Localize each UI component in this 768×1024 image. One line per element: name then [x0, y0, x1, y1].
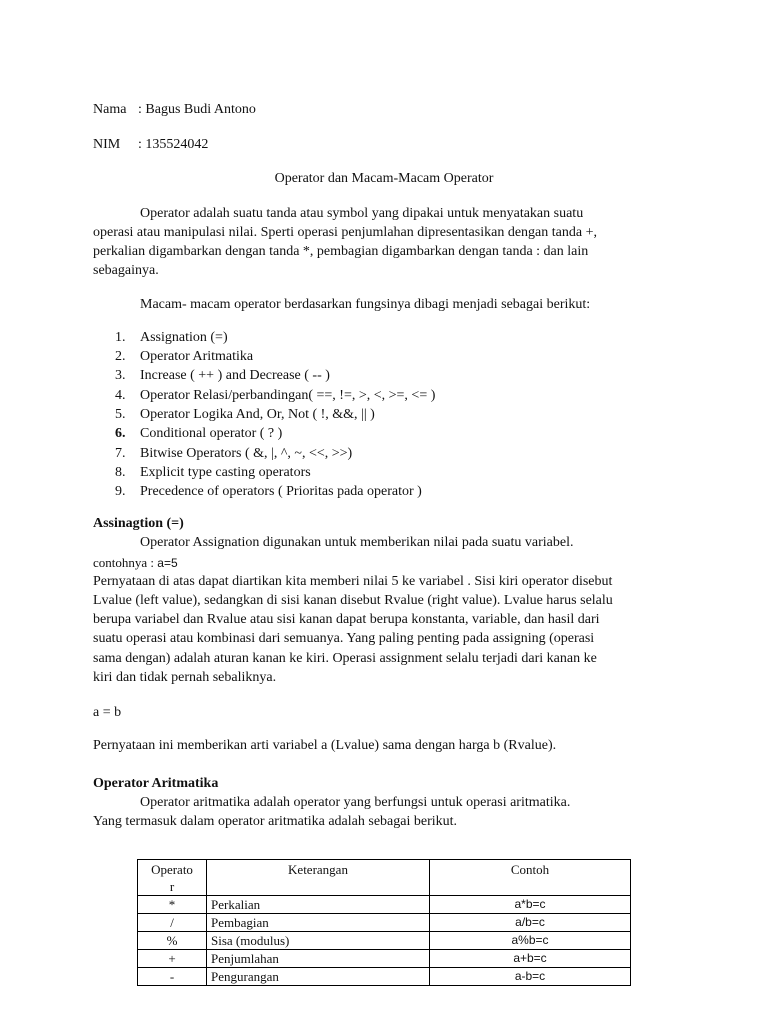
operator-description: Penjumlahan — [207, 950, 430, 968]
intro-line: perkalian digambarkan dengan tanda *, pembagian digambarkan dengan tanda : dan lain — [93, 244, 589, 259]
list-item-number: 2. — [115, 349, 126, 364]
list-item-number: 9. — [115, 484, 126, 499]
table-header-row — [138, 860, 631, 896]
assignation-heading: Assinagtion (=) — [93, 516, 184, 531]
operator-description: Pembagian — [207, 914, 430, 932]
list-item: Explicit type casting operators — [140, 465, 311, 480]
intro-line: Operator adalah suatu tanda atau symbol yang dipakai untuk menyatakan suatu — [140, 206, 584, 221]
list-item-number: 7. — [115, 446, 126, 461]
table-row — [138, 932, 631, 950]
operator-symbol: * — [138, 896, 207, 914]
intro-line: sebagainya. — [93, 263, 159, 278]
list-item-number: 4. — [115, 388, 126, 403]
operator-example: a-b=c — [430, 968, 631, 986]
nim-value: : 135524042 — [138, 137, 209, 152]
list-item-number: 1. — [115, 330, 126, 345]
list-item: Bitwise Operators ( &, |, ^, ~, <<, >>) — [140, 446, 353, 461]
assignation-description: Operator Assignation digunakan untuk memberikan nilai pada suatu variabel. — [140, 535, 574, 550]
table-row — [138, 896, 631, 914]
list-item: Increase ( ++ ) and Decrease ( -- ) — [140, 368, 330, 383]
nim-label: NIM — [93, 137, 121, 152]
column-header-keterangan: Keterangan — [207, 860, 430, 896]
operator-symbol: / — [138, 914, 207, 932]
list-item-number: 3. — [115, 368, 126, 383]
intro-line: operasi atau manipulasi nilai. Sperti operasi penjumlahan dipresentasikan dengan tanda +, — [93, 225, 597, 240]
list-item: Assignation (=) — [140, 330, 228, 345]
paragraph-line: suatu operasi atau kombinasi dari semuanya. Yang paling penting pada assigning (operasi — [93, 631, 595, 646]
paragraph-line: kiri dan tidak pernah sebaliknya. — [93, 670, 277, 685]
nama-value: : Bagus Budi Antono — [138, 102, 256, 117]
aritmatika-description-2: Yang termasuk dalam operator aritmatika adalah sebagai berikut. — [93, 814, 458, 829]
list-intro: Macam- macam operator berdasarkan fungsinya dibagi menjadi sebagai berikut: — [140, 297, 591, 312]
list-item: Operator Logika And, Or, Not ( !, &&, || ) — [140, 407, 375, 422]
paragraph-line: Lvalue (left value), sedangkan di sisi kanan disebut Rvalue (right value). Lvalue harus selalu — [93, 593, 613, 608]
paragraph-line: berupa variabel dan Rvalue atau sisi kanan dapat berupa konstanta, variable, dan hasil dari — [93, 612, 600, 627]
list-item: Precedence of operators ( Prioritas pada operator ) — [140, 484, 422, 499]
code-explanation: Pernyataan ini memberikan arti variabel a (Lvalue) sama dengan harga b (Rvalue). — [93, 738, 557, 753]
operator-description: Perkalian — [207, 896, 430, 914]
list-item: Operator Relasi/perbandingan( ==, !=, >, <, >=, <= ) — [140, 388, 436, 403]
document-title: Operator dan Macam-Macam Operator — [274, 171, 494, 186]
operator-description: Sisa (modulus) — [207, 932, 430, 950]
nama-label: Nama — [93, 102, 127, 117]
column-header-contoh: Contoh — [430, 860, 631, 896]
operator-example: a*b=c — [430, 896, 631, 914]
aritmatika-heading: Operator Aritmatika — [93, 776, 219, 791]
column-header-operator: Operato r — [138, 860, 207, 896]
operator-example: a%b=c — [430, 932, 631, 950]
operator-symbol: - — [138, 968, 207, 986]
arithmetic-operator-table — [137, 859, 631, 986]
list-item-number: 6. — [115, 426, 126, 441]
operator-symbol: % — [138, 932, 207, 950]
paragraph-line: sama dengan) adalah aturan kanan ke kiri. Operasi assignment selalu terjadi dari kanan ke — [93, 651, 597, 666]
example-label: contohnya : — [93, 555, 158, 570]
assignation-example — [93, 553, 178, 574]
example-code: a=5 — [157, 556, 178, 570]
operator-symbol: + — [138, 950, 207, 968]
table-row — [138, 968, 631, 986]
operator-description: Pengurangan — [207, 968, 430, 986]
aritmatika-description: Operator aritmatika adalah operator yang berfungsi untuk operasi aritmatika. — [140, 795, 571, 810]
list-item-number: 5. — [115, 407, 126, 422]
list-item-number: 8. — [115, 465, 126, 480]
operator-example: a+b=c — [430, 950, 631, 968]
table-row — [138, 914, 631, 932]
list-item: Conditional operator ( ? ) — [140, 426, 283, 441]
code-example: a = b — [93, 705, 122, 720]
table-row — [138, 950, 631, 968]
operator-example: a/b=c — [430, 914, 631, 932]
list-item: Operator Aritmatika — [140, 349, 254, 364]
paragraph-line: Pernyataan di atas dapat diartikan kita memberi nilai 5 ke variabel . Sisi kiri operator disebut — [93, 574, 613, 589]
